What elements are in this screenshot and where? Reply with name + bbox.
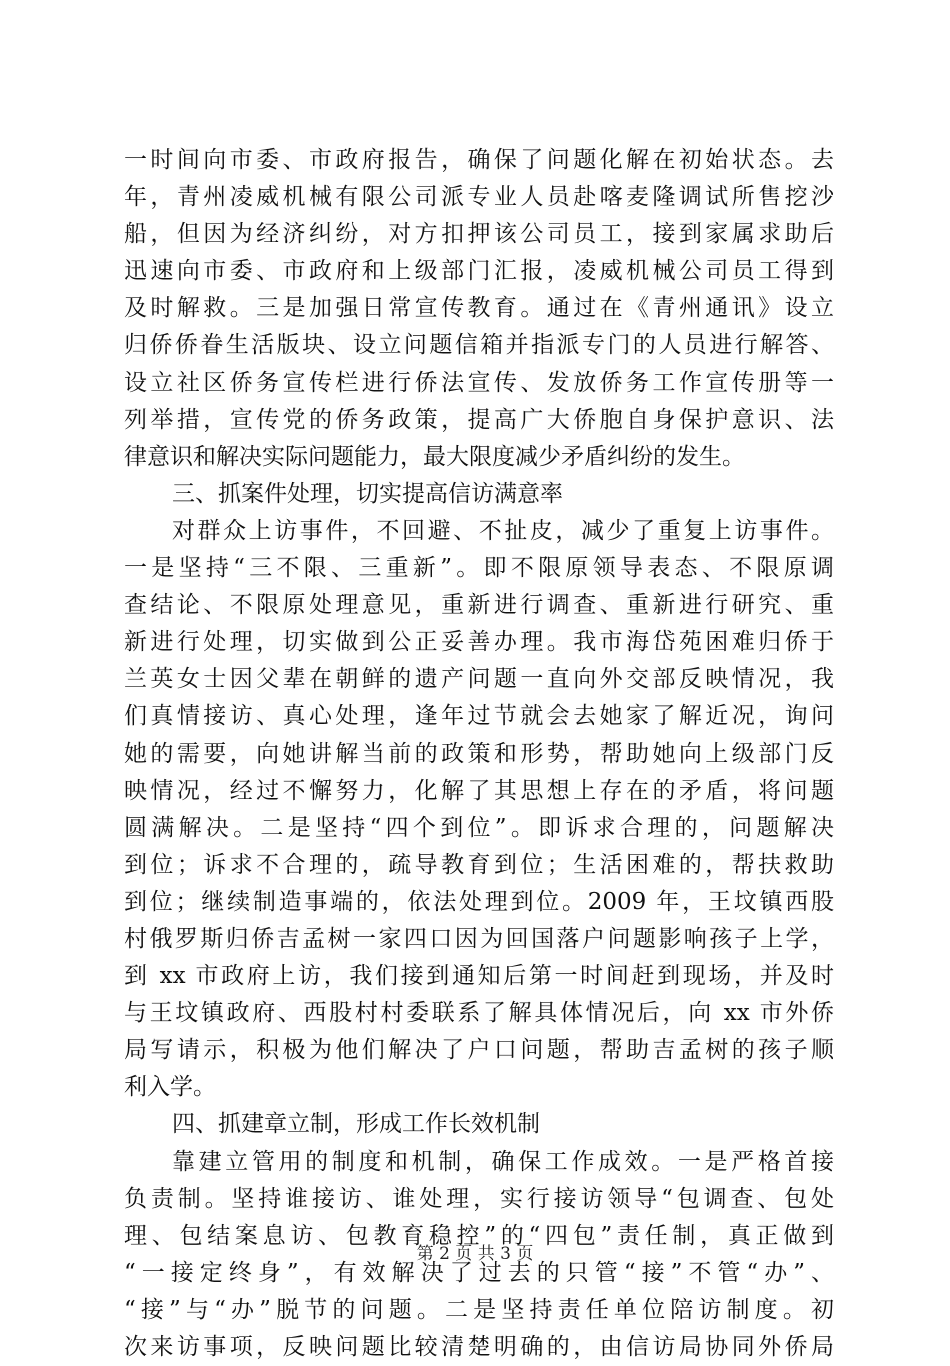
text-line: 靠建立管用的制度和机制，确保工作成效。一是严格首接	[172, 1148, 834, 1175]
text-line: 映情况，经过不懈努力，化解了其思想上存在的矛盾，将问题	[124, 777, 834, 804]
text-line: 负责制。坚持谁接访、谁处理，实行接访领导“包调查、包处	[124, 1185, 834, 1212]
text-line: “接”与“办”脱节的问题。二是坚持责任单位陪访制度。初	[124, 1296, 834, 1323]
text-line: 利入学。	[124, 1074, 216, 1101]
text-line: 归侨侨眷生活版块、设立问题信箱并指派专门的人员进行解答、	[124, 332, 834, 359]
text-line: 迅速向市委、市政府和上级部门汇报，凌威机械公司员工得到	[124, 258, 834, 285]
text-line: 到 xx 市政府上访，我们接到通知后第一时间赶到现场，并及时	[124, 963, 834, 990]
text-line: 圆满解决。二是坚持“四个到位”。即诉求合理的，问题解决	[124, 814, 834, 841]
page-footer	[0, 1242, 950, 1266]
text-line: 年，青州凌威机械有限公司派专业人员赴喀麦隆调试所售挖沙	[124, 184, 834, 211]
page-number-label: 第 2 页 共 3 页	[416, 1244, 534, 1264]
text-line: 到位；继续制造事端的，依法处理到位。2009 年，王坟镇西股	[124, 888, 834, 915]
text-line: 一时间向市委、市政府报告，确保了问题化解在初始状态。去	[124, 147, 834, 173]
text-line: 兰英女士因父辈在朝鲜的遗产问题一直向外交部反映情况，我	[124, 666, 834, 693]
text-line: 到位；诉求不合理的，疏导教育到位；生活困难的，帮扶救助	[124, 851, 834, 878]
text-line: 村俄罗斯归侨吉孟树一家四口因为回国落户问题影响孩子上学，	[124, 925, 834, 952]
text-line: 律意识和解决实际问题能力，最大限度减少矛盾纠纷的发生。	[124, 443, 745, 470]
text-line: 新进行处理，切实做到公正妥善办理。我市海岱苑困难归侨于	[124, 629, 834, 656]
text-line: 及时解救。三是加强日常宣传教育。通过在《青州通讯》设立	[124, 295, 834, 322]
text-line: 船，但因为经济纠纷，对方扣押该公司员工，接到家属求助后	[124, 221, 834, 248]
text-line: “一接定终身”，有效解决了过去的只管“接”不管“办”、	[124, 1259, 834, 1286]
text-line: 对群众上访事件，不回避、不扯皮，减少了重复上访事件。	[172, 517, 834, 544]
text-line: 次来访事项，反映问题比较清楚明确的，由信访局协同外侨局	[124, 1334, 834, 1360]
text-line: 与王坟镇政府、西股村村委联系了解具体情况后，向 xx 市外侨	[124, 1000, 834, 1027]
section-heading: 三、抓案件处理，切实提高信访满意率	[172, 480, 563, 507]
text-line: 局写请示，积极为他们解决了户口问题，帮助吉孟树的孩子顺	[124, 1037, 834, 1064]
section-heading: 四、抓建章立制，形成工作长效机制	[172, 1111, 540, 1138]
text-line: 设立社区侨务宣传栏进行侨法宣传、发放侨务工作宣传册等一	[124, 369, 834, 396]
document-body	[124, 142, 834, 1366]
text-line: 们真情接访、真心处理，逢年过节就会去她家了解近况，询问	[124, 703, 834, 730]
text-line: 她的需要，向她讲解当前的政策和形势，帮助她向上级部门反	[124, 740, 834, 767]
text-line: 一是坚持“三不限、三重新”。即不限原领导表态、不限原调	[124, 555, 834, 582]
text-line: 理、包结案息访、包教育稳控”的“四包”责任制，真正做到	[124, 1222, 834, 1249]
text-line: 查结论、不限原处理意见，重新进行调查、重新进行研究、重	[124, 592, 834, 619]
text-line: 列举措，宣传党的侨务政策，提高广大侨胞自身保护意识、法	[124, 406, 834, 433]
